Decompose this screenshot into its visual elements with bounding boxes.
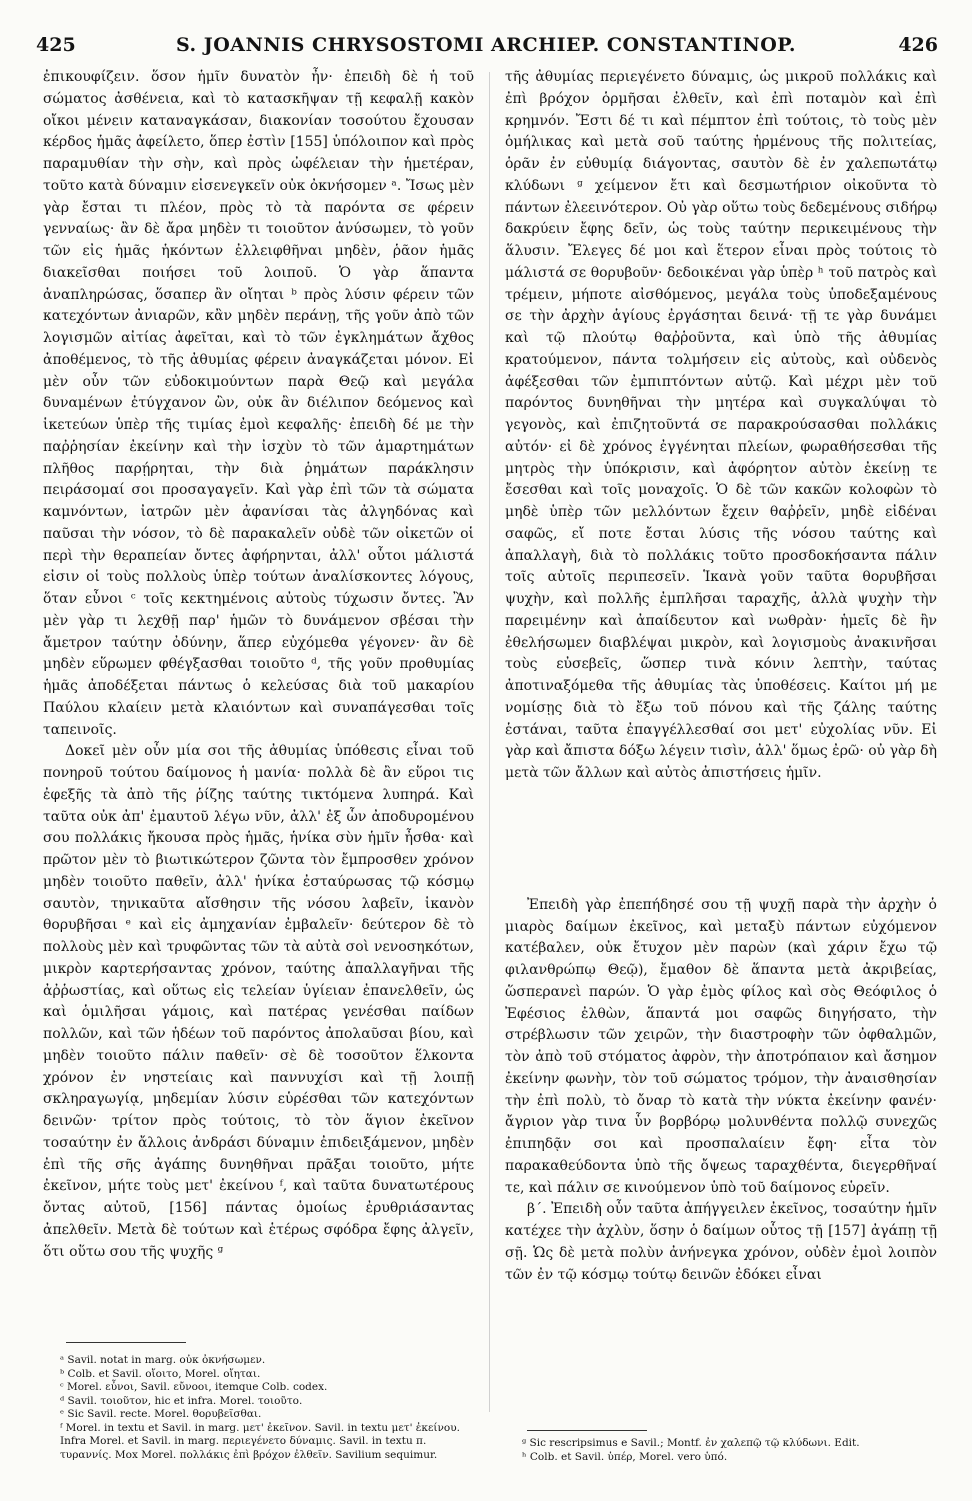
footnote: ʰ Colb. et Savil. ὑπέρ, Morel. vero ὑπό. <box>522 1450 728 1463</box>
running-title: S. JOANNIS CHRYSOSTOMI ARCHIEP. CONSTANTINOP. <box>175 34 797 56</box>
right-paragraph-1: τῆς ἀθυμίας περιεγένετο δύναμις, ὡς μικροῦ πολλάκις καὶ ἐπὶ βρόχον ὁρμῆσαι ἐλθεῖν, καὶ ἐπὶ ποταμὸν καὶ ἐπὶ κρημνόν. Ἔστι δέ τι καὶ πέμπτον ἐπὶ τούτοις, τὸ τοὺς μὲν ὁμήλικας καὶ μετὰ σοῦ ταύτης ἡρμένους τῆς πολιτείας, ὁρᾶν ἐν εὐθυμίᾳ διάγοντας, σαυτὸν δὲ ἐν χαλεπωτάτῳ κλύδωνι ᵍ χείμενον ἔτι καὶ δεσμωτήριον οἰκοῦντα τὸ πάντων ἐλεεινότερον. Οὐ γὰρ οὕτω τοὺς δεδεμένους σιδήρῳ δακρύειν ἔφης δεῖν, ὡς τοὺς ταύτην περικειμένους τὴν ἅλυσιν. Ἔλεγες δέ μοι καὶ ἕτερον εἶναι πρὸς τούτοις τὸ μάλιστά σε θορυβοῦν· δεδοικέναι γὰρ ὑπὲρ ʰ τοῦ πατρὸς καὶ τρέμειν, μήποτε αἰσθόμενος, μεγάλα τοὺς ὑποδεξαμένους σε τὴν ἀρχὴν ἁγίους ἐργάσηται δεινά· τῇ τε γὰρ δυνάμει καὶ τῷ πλούτῳ θαῤῥοῦντα, καὶ ὑπὸ τῆς ἀθυμίας κρατούμενον, πάντα τολμήσειν εἰς αὐτοὺς, καὶ οὐδενὸς ἀφέξεσθαι τῶν ἐμπιπτόντων αὐτῷ. Καὶ μέχρι μὲν τοῦ παρόντος δυνηθῆναι τὴν μητέρα καὶ συγκαλύψαι τὸ γεγονὸς, καὶ ἐπιζητοῦντά σε παρακρούσασθαι πολλάκις αὐτόν· εἰ δὲ χρόνος ἐγγένηται πλείων, φωραθήσεσθαι τῆς μητρὸς τὴν ὑπόκρισιν, καὶ ἀφόρητον αὐτὸν ἐκείνῃ τε ἔσεσθαι καὶ τοῖς μοναχοῖς. Ὁ δὲ τῶν κακῶν κολοφὼν τὸ μηδὲ ὑπὲρ τῶν μελλόντων ἔχειν θαῤῥεῖν, μηδὲ εἰδέναι σαφῶς, εἴ ποτε ἔσται λύσις τῆς νόσου ταύτης καὶ ἀπαλλαγὴ, διὰ τὸ πολλάκις τοῦτο προσδοκήσαντα πάλιν τοῖς αὐτοῖς περιπεσεῖν. Ἱκανὰ γοῦν ταῦτα θορυβῆσαι ψυχὴν, καὶ πολλῆς ἐμπλῆσαι ταραχῆς, ἀλλὰ ψυχὴν τὴν παρειμένην καὶ ἀπαίδευτον καὶ νωθρὰν· ἡμεῖς δὲ ἢν ἐθελήσωμεν διαβλέψαι μικρὸν, καὶ λογισμοὺς ἀνακινῆσαι τοὺς εὐσεβεῖς, ὥσπερ τινὰ κόνιν λεπτὴν, ταύτας ἀποτιναξόμεθα τῆς ἀθυμίας τὰς ὑποθέσεις. Καίτοι μή με νομίσῃς διὰ τὸ ἔξω τοῦ πόνου καὶ τῆς ζάλης ταύτης ἑστάναι, ταῦτα ἐπαγγέλλεσθαί σοι μετ' εὐχολίας νῦν. Εἰ γὰρ καὶ ἄπιστα δόξω λέγειν τισὶν, ἀλλ' ὅμως ἐρῶ· οὐ γὰρ δὴ μετὰ τῶν ἄλλων καὶ αὐτὸς ἀπιστήσεις ἡμῖν. <box>505 69 937 781</box>
page-number-right: 426 <box>898 34 938 56</box>
footnote: ᵇ Colb. et Savil. οἴοιτο, Morel. οἴηται. <box>60 1367 261 1380</box>
left-column <box>43 67 474 1263</box>
right-paragraph-3: β΄. Ἐπειδὴ οὖν ταῦτα ἀπήγγειλεν ἐκεῖνος, τοσαύτην ἡμῖν κατέχεε τὴν ἀχλὺν, ὅσην ὁ δαίμων οὗτος τῇ [157] ἀγάπῃ τῇ σῇ. Ὡς δὲ μετὰ πολὺν ἀνήνεγκα χρόνον, οὐδὲν ἐμοὶ λοιπὸν τῶν ἐν τῷ κόσμῳ τούτῳ δεινῶν ἐδόκει εἶναι <box>505 1201 937 1283</box>
footnote: ᵉ Sic Savil. recte. Morel. θορυβεῖσθαι. <box>60 1408 262 1420</box>
footnote: ᶠ Morel. in textu et Savil. in marg. μετ' ἐκεῖνον. Savil. in textu μετ' ἐκείνου. Infra Morel. et Savil. in marg. περιεγένετο δύναμις. Savil. in textu π. τυραννίς. Mox Morel. πολλάκις ἐπὶ βρόχον ἐλθεῖν. Savilium sequimur. <box>60 1421 460 1461</box>
section-gap <box>505 785 937 895</box>
footnote: ᶜ Morel. εὖνοι, Savil. εὔνοοι, itemque Colb. codex. <box>60 1381 328 1393</box>
right-column <box>505 67 937 1286</box>
footnote: ᵍ Sic rescripsimus e Savil.; Montf. ἐν χαλεπῷ τῷ κλύδωνι. Edit. <box>522 1437 860 1449</box>
footnote-rule-right <box>527 1430 647 1431</box>
page-header <box>26 34 946 64</box>
left-paragraph-2: Δοκεῖ μὲν οὖν μία σοι τῆς ἀθυμίας ὑπόθεσις εἶναι τοῦ πονηροῦ τούτου δαίμονος ἡ μανία· πολλὰ δὲ ἂν εὕροι τις ἐφεξῆς τὰ ἀπὸ τῆς ῥίζης ταύτης τικτόμενα λυπηρά. Καὶ ταῦτα οὐκ ἀπ' ἐμαυτοῦ λέγω νῦν, ἀλλ' ἐξ ὧν ἀποδυρομένου σου πολλάκις ἤκουσα πρὸς ἡμᾶς, ἡνίκα σὺν ἡμῖν ἦσθα· καὶ πρῶτον μὲν τὸ βιωτικώτερον ζῶντα τὸν ἔμπροσθεν χρόνον μηδὲν τοιοῦτο παθεῖν, ἀλλ' ἡνίκα ἐσταύρωσας τῷ κόσμῳ σαυτὸν, τηνικαῦτα αἴσθησιν τῆς νόσου λαβεῖν, ἱκανὸν θορυβῆσαι ᵉ καὶ εἰς ἀμηχανίαν ἐμβαλεῖν· δεύτερον δὲ τὸ πολλοὺς μὲν καὶ τρυφῶντας τῶν τὰ αὐτὰ σοὶ νενοσηκότων, μικρὸν καρτερήσαντας χρόνον, ταύτης ἀπαλλαγῆναι τῆς ἀῤῥωστίας, καὶ οὕτως εἰς τελείαν ὑγίειαν ἐπανελθεῖν, ὡς καὶ ὁμιλῆσαι γάμοις, καὶ πατέρας γενέσθαι παίδων πολλῶν, καὶ τῶν ἡδέων τοῦ παρόντος ἀπολαῦσαι βίου, καὶ μηδὲν τοιοῦτο πάλιν παθεῖν· σὲ δὲ τοσοῦτον ἕλκοντα χρόνον ἐν νηστείαις καὶ παννυχίσι καὶ τῇ λοιπῇ σκληραγωγίᾳ, μηδεμίαν λύσιν εὑρέσθαι τῶν κατεχόντων δεινῶν· τρίτον πρὸς τούτοις, τὸ τὸν ἅγιον ἐκεῖνον τοσαύτην ἐν ἄλλοις ἀνδράσι δύναμιν ἐπιδειξάμενον, μηδὲν ἐπὶ τῆς σῆς ἀγάπης δυνηθῆναι πρᾶξαι τοιοῦτο, μήτε ἐκεῖνον, μήτε τοὺς μετ' ἐκείνου ᶠ, καὶ ταῦτα δυνατωτέρους ὄντας αὐτοῦ, [156] πάντας ὁμοίως ἐρυθριάσαντας ἀπελθεῖν. Μετὰ δὲ τούτων καὶ ἑτέρως σφόδρα ἔφης ἀλγεῖν, ὅτι οὕτω σου τῆς ψυχῆς ᵍ <box>43 743 474 1260</box>
right-paragraph-2: Ἐπειδὴ γὰρ ἐπεπήδησέ σου τῇ ψυχῇ παρὰ τὴν ἀρχὴν ὁ μιαρὸς δαίμων ἐκεῖνος, καὶ μεταξὺ πάντων εὐχόμενον κατέβαλεν, οὐκ ἔτυχον μὲν παρὼν (καὶ χάριν ἔχω τῷ φιλανθρώπῳ Θεῷ), ἔμαθον δὲ ἅπαντα μετὰ ἀκριβείας, ὥσπερανεὶ παρών. Ὁ γὰρ ἐμὸς φίλος καὶ σὸς Θεόφιλος ὁ Ἐφέσιος ἐλθὼν, ἅπαντά μοι σαφῶς διηγήσατο, τὴν στρέβλωσιν τῶν χειρῶν, τὴν διαστροφὴν τῶν ὀφθαλμῶν, τὸν ἀπὸ τοῦ στόματος ἀφρὸν, τὴν ἀποτρόπαιον καὶ ἄσημον ἐκείνην φωνὴν, τὸν τοῦ σώματος τρόμον, τὴν ἀναισθησίαν τὴν ἐπὶ πολὺ, τὸ ὄναρ τὸ κατὰ τὴν νύκτα ἐκείνην φανέν· ἄγριον γὰρ τινα ὗν βορβόρῳ μολυνθέντα πολλῷ συνεχῶς ἐπιπηδᾷν σοι καὶ προσπαλαίειν ἔφη· εἶτα τὸν παρακαθεύδοντα ὑπὸ τῆς ὄψεως ταραχθέντα, διεγερθῆναί τε, καὶ πάλιν σε κινούμενον ὑπὸ τοῦ δαίμονος εὑρεῖν. <box>505 896 937 1196</box>
footnotes-left <box>60 1354 480 1462</box>
footnote-rule-left <box>66 1342 186 1343</box>
page-number-left: 425 <box>36 34 76 56</box>
footnotes-right <box>522 1437 942 1464</box>
footnote: ᵃ Savil. notat in marg. οὐκ ὀκνήσωμεν. <box>60 1354 266 1366</box>
left-paragraph-1: ἐπικουφίζειν. ὅσον ἡμῖν δυνατὸν ἦν· ἐπειδὴ δὲ ἡ τοῦ σώματος ἀσθένεια, καὶ τὸ κατασκῆψαν τῇ κεφαλῇ κακὸν οἴκοι μένειν καταναγκάσαν, διακονίαν τοσούτου ἔχουσαν κέρδος ἡμᾶς ἀφείλετο, ὅπερ ἐστὶν [155] ὑπόλοιπον καὶ πρὸς παραμυθίαν τὴν σὴν, καὶ πρὸς ὠφέλειαν τὴν ἡμετέραν, τοῦτο κατὰ δύναμιν εἰσενεγκεῖν οὐκ ὀκνήσομεν ᵃ. Ἴσως μὲν γὰρ ἔσται τι πλέον, πρὸς τὸ τὰ παρόντα σε φέρειν γενναίως· ἂν δὲ ἄρα μηδὲν τι τοιοῦτον ἀνύσωμεν, τὸ γοῦν τῶν εἰς ἡμᾶς ἡκόντων ἐλλειφθῆναι μηδὲν, ῥᾶον ἡμᾶς διακεῖσθαι ποιήσει τοῦ λοιποῦ. Ὁ γὰρ ἅπαντα ἀναπληρώσας, ὅσαπερ ἂν οἴηται ᵇ πρὸς λύσιν φέρειν τῶν κατεχόντων ἀνιαρῶν, κἂν μηδὲν περάνῃ, τῆς γοῦν ἀπὸ τῶν λογισμῶν αἰτίας ἀφεῖται, καὶ τὸ τῶν ἐγκλημάτων ἄχθος ἀποθέμενος, τὸ τῆς ἀθυμίας φέρειν ἀναγκάζεται μόνον. Εἰ μὲν οὖν τῶν εὐδοκιμούντων παρὰ Θεῷ καὶ μεγάλα δυναμένων ἐτύγχανον ὢν, οὐκ ἂν διέλιπον δεόμενος καὶ ἱκετεύων ὑπὲρ τῆς τιμίας ἐμοὶ κεφαλῆς· ἐπειδὴ δέ με τὴν παῤῥησίαν ἐκείνην καὶ τὴν ἰσχὺν τὸ τῶν ἁμαρτημάτων πλῆθος παρῄρηται, τὴν διὰ ῥημάτων παράκλησιν πειράσομαί σοι προσαγαγεῖν. Καὶ γὰρ ἐπὶ τῶν τὰ σώματα καμνόντων, ἰατρῶν μὲν ἀφανίσαι τὰς ἀλγηδόνας καὶ παῦσαι τὴν νόσον, τὸ δὲ παρακαλεῖν οὐδὲ τῶν οἰκετῶν οἱ περὶ τὴν θεραπείαν ὄντες ἀφήρηνται, ἀλλ' οὗτοι μάλιστά εἰσιν οἱ τοὺς πολλοὺς ὑπὲρ τούτων ἀναλίσκοντες λόγους, ὅταν εὖνοι ᶜ τοῖς κεκτημένοις αὐτοὺς τύχωσιν ὄντες. Ἂν μὲν γὰρ τι λεχθῇ παρ' ἡμῶν τὸ δυνάμενον σβέσαι τὴν ἄμετρον ταύτην ὀδύνην, ἅπερ εὐχόμεθα γέγονεν· ἂν δὲ μηδὲν εὕρωμεν φθέγξασθαι τοιοῦτο ᵈ, τῆς γοῦν προθυμίας ἡμᾶς ἀποδέξεται πάντως ὁ κελεύσας διὰ τοῦ μακαρίου Παύλου κλαίειν μετὰ κλαιόντων καὶ συναπάγεσθαι τοῖς ταπεινοῖς. <box>43 69 474 738</box>
column-divider <box>489 72 490 1412</box>
footnote: ᵈ Savil. τοιοῦτον, hic et infra. Morel. τοιοῦτο. <box>60 1394 303 1407</box>
